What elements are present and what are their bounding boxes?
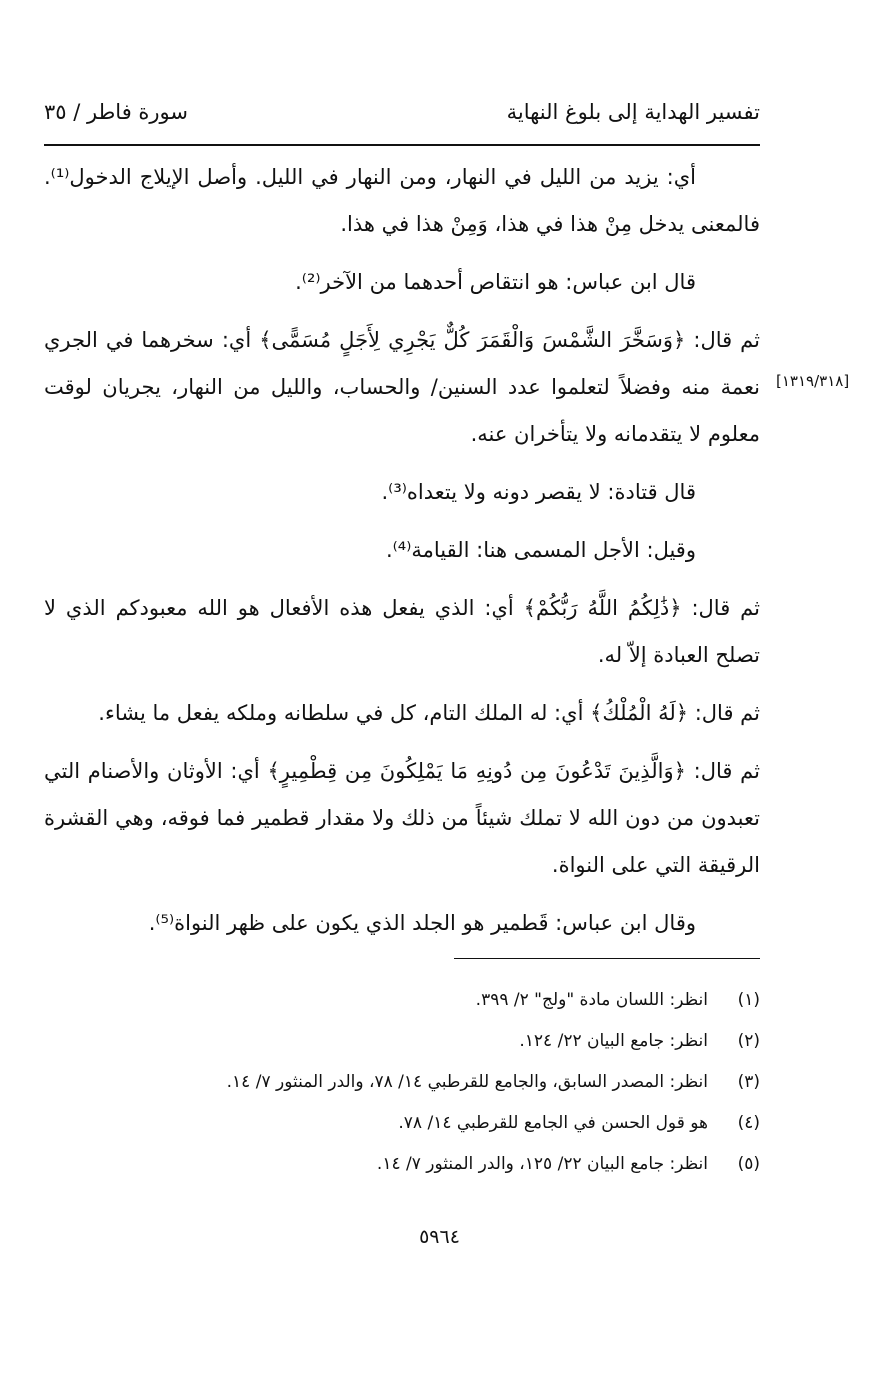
main-text — [44, 154, 760, 958]
footnote-number: (٣) — [737, 1072, 760, 1092]
footnote-number: (٥) — [737, 1154, 760, 1174]
footnote-text: انظر: جامع البيان ٢٢/ ١٢٤. — [519, 1031, 708, 1051]
paragraph: ثم قال: ﴿وَسَخَّرَ الشَّمْسَ وَالْقَمَرَ كُلٌّ يَجْرِي لِأَجَلٍ مُسَمًّى﴾ أي: سخرهما في الجري نعمة منه وفضلاً لتعلموا عدد السنين/ والحساب، والليل من النهار، يجريان لوقت معلوم لا يتقدمانه ولا يتأخران عنه. — [44, 328, 760, 446]
footnote-text: انظر: جامع البيان ٢٢/ ١٢٥، والدر المنثور ٧/ ١٤. — [376, 1154, 708, 1174]
page-number: ٥٩٦٤ — [419, 1226, 460, 1248]
header-divider — [44, 144, 760, 146]
footnote-item — [44, 980, 760, 1021]
footnote-item — [44, 1103, 760, 1144]
footnote-text: انظر: المصدر السابق، والجامع للقرطبي ١٤/ ٧٨، والدر المنثور ٧/ ١٤. — [226, 1072, 708, 1092]
paragraph: أي: يزيد من الليل في النهار، ومن النهار في الليل. وأصل الإيلاج الدخول⁽¹⁾. فالمعنى يدخل مِنْ هذا في هذا، وَمِنْ هذا في هذا. — [44, 165, 760, 236]
paragraph: وقال ابن عباس: قَطمير هو الجلد الذي يكون على ظهر النواة⁽⁵⁾. — [148, 911, 696, 935]
footnote-item — [44, 1062, 760, 1103]
footnote-divider — [454, 958, 760, 959]
footnote-text: انظر: اللسان مادة "ولج" ٢/ ٣٩٩. — [475, 990, 708, 1010]
paragraph: قال قتادة: لا يقصر دونه ولا يتعداه⁽³⁾. — [381, 480, 696, 504]
footnote-text: هو قول الحسن في الجامع للقرطبي ١٤/ ٧٨. — [398, 1113, 708, 1133]
footnote-item — [44, 1144, 760, 1185]
book-title: تفسير الهداية إلى بلوغ النهاية — [506, 100, 760, 124]
footnote-number: (٤) — [737, 1113, 760, 1133]
margin-page-marker: [١٣١٩/٣١٨] — [776, 372, 850, 390]
footnote-item — [44, 1021, 760, 1062]
paragraph: قال ابن عباس: هو انتقاص أحدهما من الآخر⁽²⁾. — [295, 270, 696, 294]
paragraph: وقيل: الأجل المسمى هنا: القيامة⁽⁴⁾. — [385, 538, 696, 562]
footnote-number: (٢) — [737, 1031, 760, 1051]
paragraph: ثم قال: ﴿لَهُ الْمُلْكُ﴾ أي: له الملك التام، كل في سلطانه وملكه يفعل ما يشاء. — [98, 701, 760, 725]
surah-label: سورة فاطر / ٣٥ — [44, 100, 188, 124]
footnotes — [44, 980, 760, 1185]
page-header — [44, 96, 760, 136]
paragraph: ثم قال: ﴿وَالَّذِينَ تَدْعُونَ مِن دُونِهِ مَا يَمْلِكُونَ مِن قِطْمِيرٍ﴾ أي: الأوثان والأصنام التي تعبدون من دون الله لا تملك شيئاً من ذلك ولا مقدار قطمير فما فوقه، وهي القشرة الرقيقة التي على النواة. — [44, 759, 760, 877]
footnote-number: (١) — [737, 990, 760, 1010]
paragraph: ثم قال: ﴿ذَٰلِكُمُ اللَّهُ رَبُّكُمْ﴾ أي: الذي يفعل هذه الأفعال هو الله معبودكم الذي لا تصلح العبادة إلاّ له. — [44, 596, 760, 667]
